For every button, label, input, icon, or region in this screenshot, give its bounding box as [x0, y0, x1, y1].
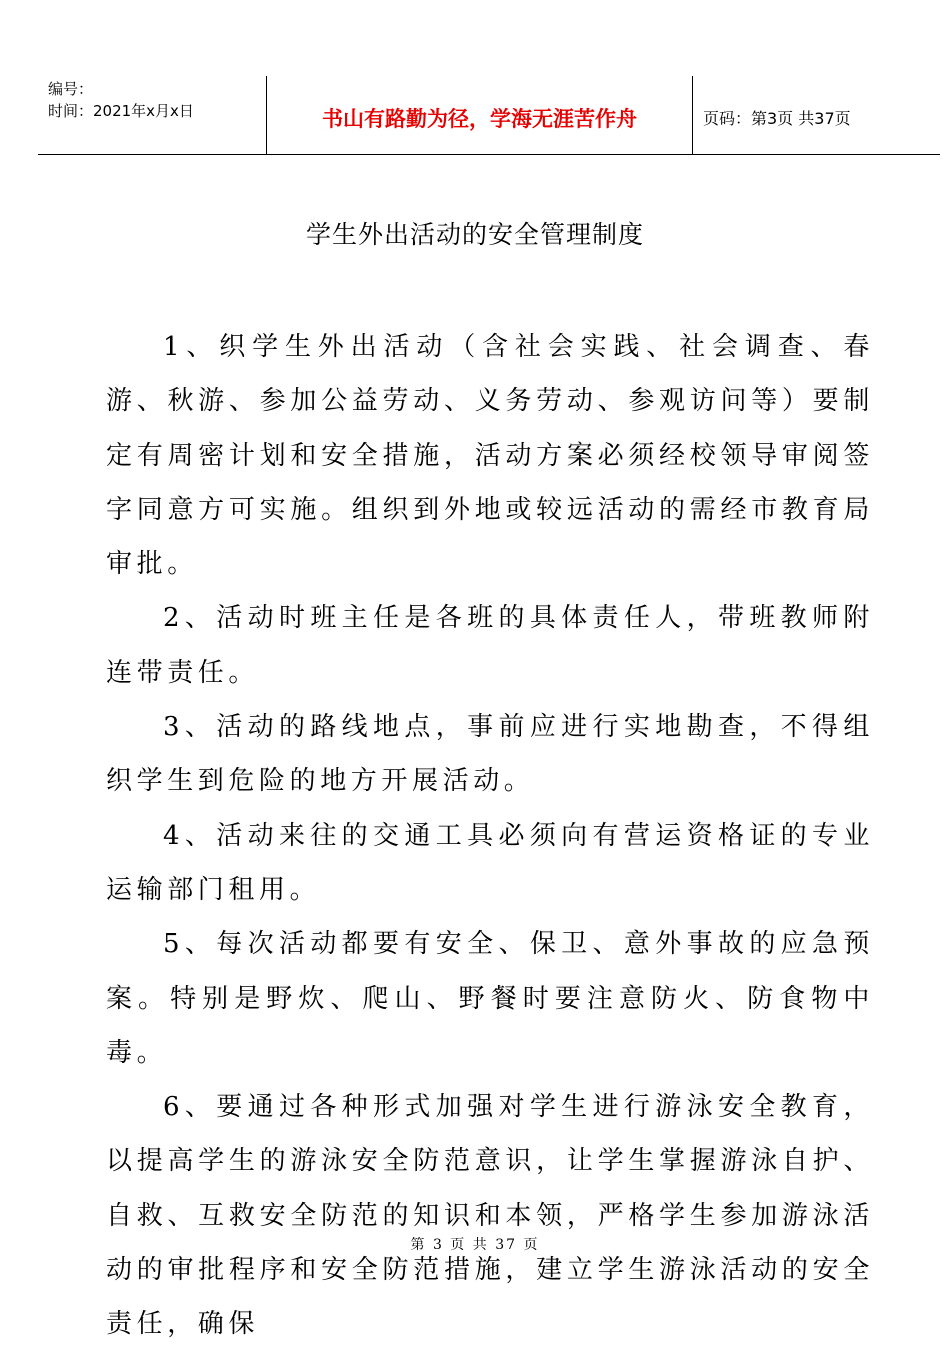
paragraph-4: 4、活动来往的交通工具必须向有营运资格证的专业运输部门租用。	[106, 820, 874, 905]
header-page-info: 页码：第3页 共37页	[703, 109, 851, 128]
date-line: 时间：2021年x月x日	[48, 102, 194, 120]
paragraph-1: 1、织学生外出活动（含社会实践、社会调查、春游、秋游、参加公益劳动、义务劳动、参观访问等）要制定有周密计划和安全措施，活动方案必须经校领导审阅签字同意方可实施。组织到外地或较远活动的需经市教育局审批。	[106, 332, 874, 580]
number-label: 编号：	[48, 80, 94, 98]
document-header	[38, 76, 940, 155]
paragraph-6: 6、要通过各种形式加强对学生进行游泳安全教育，以提高学生的游泳安全防范意识，让学生掌握游泳自护、自救、互救安全防范的知识和本领，严格学生参加游泳活动的审批程序和安全防范措施，建立学生游泳活动的安全责任，确保	[106, 1092, 874, 1340]
document-title: 学生外出活动的安全管理制度	[305, 220, 644, 249]
paragraph-2: 2、活动时班主任是各班的具体责任人，带班教师附连带责任。	[106, 603, 874, 688]
motto-text: 书山有路勤为径，学海无涯苦作舟	[322, 107, 637, 131]
paragraph-5: 5、每次活动都要有安全、保卫、意外事故的应急预案。特别是野炊、爬山、野餐时要注意防火、防食物中毒。	[106, 929, 874, 1068]
header-meta-cell	[38, 76, 267, 154]
paragraph-3: 3、活动的路线地点，事前应进行实地勘查，不得组织学生到危险的地方开展活动。	[106, 712, 874, 797]
document-body	[106, 320, 874, 1352]
header-page-cell	[693, 76, 940, 154]
header-motto-cell	[267, 76, 693, 154]
page-footer: 第 3 页 共 37 页	[410, 1237, 540, 1253]
